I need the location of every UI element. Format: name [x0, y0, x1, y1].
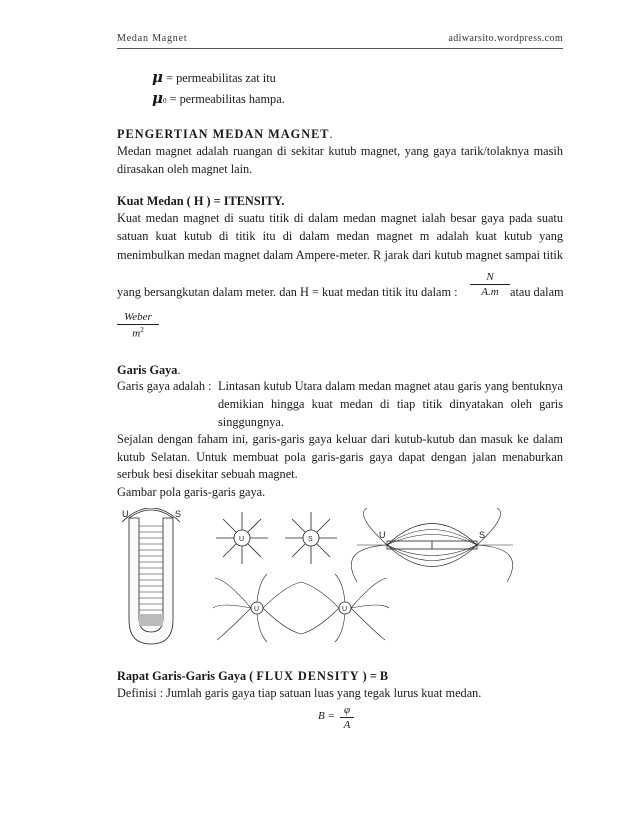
pengertian-line-2: dirasakan oleh magnet lain. [117, 162, 253, 176]
page-header [117, 33, 563, 47]
kuat-medan-atau-dalam: atau dalam [510, 285, 564, 299]
header-divider [117, 48, 563, 49]
fraction-n-over-am: N A.m [470, 271, 510, 298]
label-s-radial: S [308, 536, 313, 543]
mu-definition [152, 69, 276, 86]
kuat-medan-line-2: satuan kuat kutub di titik itu di dalam medan magnet m adalah kuat kutub yang [117, 229, 563, 243]
mu0-definition-text: = permeabilitas hampa. [169, 92, 285, 106]
label-s-bar: S [479, 530, 486, 540]
label-u-repel-right: U [342, 606, 348, 613]
fraction-weber-over-m2: Weber $m^2$ [117, 311, 159, 340]
label-u-radial: U [239, 536, 245, 543]
label-u-bar: U [379, 530, 386, 540]
garis-gaya-para-line-2: kutub Selatan. Untuk membuat pola garis-garis gaya dapat dengan jalan menaburkan [117, 450, 563, 464]
garis-gaya-para-line-1: Sejalan dengan faham ini, garis-garis gaya keluar dari kutub-kutub dan masuk ke dalam [117, 432, 563, 446]
label-u-repel-left: U [254, 606, 260, 613]
garis-gaya-para-line-4: Gambar pola garis-garis gaya. [117, 485, 266, 499]
garis-gaya-def-line-3: singgungnya. [218, 415, 284, 429]
label-u-horseshoe: U [122, 509, 129, 519]
header-title: Medan Magnet [117, 33, 188, 44]
garis-gaya-para-line-3: serbuk besi disekitar sebuah magnet. [117, 467, 298, 481]
mu0-symbol: μ [152, 89, 163, 107]
section-title-garis-gaya: Garis Gaya. [117, 363, 181, 377]
mu-symbol: μ [152, 68, 163, 86]
mu0-definition [152, 90, 285, 109]
label-s-horseshoe: S [175, 509, 182, 519]
kuat-medan-line-1: Kuat medan magnet di suatu titik di dalam medan magnet ialah besar gaya pada suatu [117, 211, 563, 225]
garis-gaya-def-line-2: demikian hingga kuat medan di tiap titik dinyatakan oleh garis [218, 397, 563, 411]
fraction-phi-over-a: φ A [340, 704, 354, 731]
section-title-pengertian: PENGERTIAN MEDAN MAGNET. [117, 127, 334, 141]
mu-definition-text: = permeabilitas zat itu [166, 71, 276, 85]
header-site: adiwarsito.wordpress.com [448, 33, 563, 44]
kuat-medan-line-3: menimbulkan medan magnet dalam Ampere-meter. R jarak dari kutub magnet sampai titik [117, 248, 563, 262]
flux-density-formula [318, 712, 335, 724]
pengertian-line-1: Medan magnet adalah ruangan di sekitar kutub magnet, yang gaya tarik/tolaknya masih [117, 144, 563, 158]
garis-gaya-def-label: Garis gaya adalah : [117, 379, 212, 393]
section-title-kuat-medan: Kuat Medan ( H ) = ITENSITY. [117, 194, 285, 208]
rapat-definition: Definisi : Jumlah garis gaya tiap satuan luas yang tegak lurus kuat medan. [117, 686, 482, 700]
formula-lhs: B = [318, 710, 335, 722]
field-lines-figure [117, 508, 533, 650]
garis-gaya-def-line-1: Lintasan kutub Utara dalam medan magnet atau garis yang bentuknya [218, 379, 563, 393]
repelling-lines [213, 574, 389, 642]
mu0-subscript: 0 [162, 97, 167, 105]
kuat-medan-line-4: yang bersangkutan dalam meter. dan H = kuat medan titik itu dalam : [117, 285, 458, 299]
section-title-rapat-garis: Rapat Garis-Garis Gaya ( FLUX DENSITY ) = B [117, 669, 389, 683]
